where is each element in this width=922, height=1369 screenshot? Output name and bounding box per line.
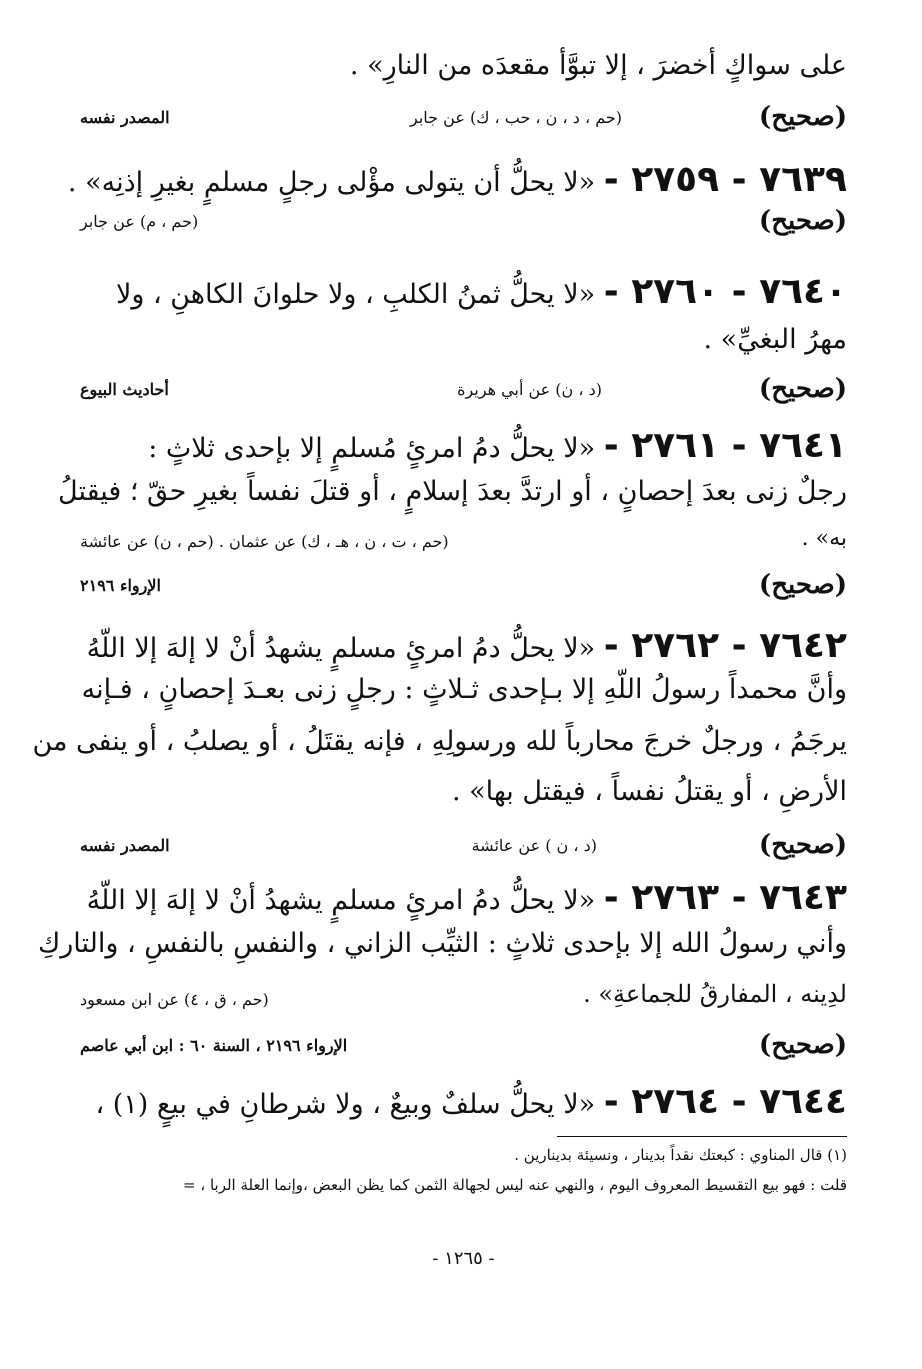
footnote: (١) قال المناوي : كبعتك نقداً بدينار ، ونسيئة بدينارين .	[514, 1146, 847, 1164]
grade-label: (صحيح)	[758, 206, 847, 236]
hadith-number: ٧٦٤٤ - ٢٧٦٤ -	[603, 1081, 847, 1122]
entry-meta	[80, 980, 847, 1018]
intro-line: على سواكٍ أخضرَ ، إلا تبوَّأ مقعدَه من النارِ» .	[349, 50, 847, 81]
hadith-number: ٧٦٤٣ - ٢٧٦٣ -	[603, 877, 847, 918]
grade-label: (صحيح)	[758, 830, 847, 860]
hadith-text: «لا يحلُّ دمُ امرئٍ مُسلمٍ إلا بإحدى ثلاثٍ :	[148, 433, 596, 464]
sources: (حم ، ت ، ن ، هـ ، ك) عن عثمان . (حم ، ن) عن عائشة	[80, 532, 449, 551]
hadith-text: يرجَمُ ، ورجلٌ خرجَ محارباً لله ورسولِهِ ، فإنه يقتَلُ ، أو يصلبُ ، أو ينفى من	[32, 726, 847, 757]
hadith-line	[80, 1080, 847, 1123]
hadith-number: ٧٦٤٠ - ٢٧٦٠ -	[603, 271, 847, 312]
entry-meta	[80, 102, 847, 136]
book-page	[32, 40, 847, 1329]
sources: (د ، ن) عن أبي هريرة	[457, 380, 602, 399]
sources: (د ، ن ) عن عائشة	[471, 836, 597, 855]
hadith-text: وأني رسولُ الله إلا بإحدى ثلاثٍ : الثيِّب الزاني ، والنفسِ بالنفسِ ، والتاركِ	[37, 928, 847, 959]
sources: (حم ، د ، ن ، حب ، ك) عن جابر	[410, 108, 622, 127]
footnote: قلت : فهو بيع التقسيط المعروف اليوم ، والنهي عنه ليس لجهالة الثمن كما يظن البعض ،وإنما العلة الربا ، =	[183, 1176, 847, 1194]
hadith-text: «لا يحلُّ دمُ امرئٍ مسلمٍ يشهدُ أنْ لا إلهَ إلا اللّهُ	[86, 885, 596, 916]
grade-label: (صحيح)	[758, 102, 847, 132]
grade-label: (صحيح)	[758, 374, 847, 404]
reference: المصدر نفسه	[80, 836, 170, 855]
grade-label: (صحيح)	[758, 1030, 847, 1060]
page-number: - ١٢٦٥ -	[432, 1248, 495, 1269]
entry-meta	[80, 830, 847, 864]
hadith-text: به» .	[801, 526, 847, 551]
hadith-line	[80, 270, 847, 313]
grade-label: (صحيح)	[758, 570, 847, 600]
entry-meta	[80, 526, 847, 560]
hadith-text: مهرُ البغيِّ» .	[703, 324, 847, 355]
hadith-line	[67, 158, 847, 201]
reference: أحاديث البيوع	[80, 380, 169, 399]
hadith-text: رجلٌ زنى بعدَ إحصانٍ ، أو ارتدَّ بعدَ إسلامٍ ، أو قتلَ نفساً بغيرِ حقّ ؛ فيقتلُ	[58, 476, 847, 507]
hadith-line	[80, 424, 847, 467]
reference: المصدر نفسه	[80, 108, 170, 127]
hadith-number: ٧٦٣٩ - ٢٧٥٩ -	[603, 159, 847, 200]
entry-meta	[80, 206, 847, 240]
hadith-number: ٧٦٤٢ - ٢٧٦٢ -	[603, 625, 847, 666]
hadith-text: «لا يحلُّ سلفٌ وبيعٌ ، ولا شرطانِ في بيعٍ (١) ،	[95, 1089, 596, 1120]
hadith-line	[80, 876, 847, 919]
hadith-text: «لا يحلُّ ثمنُ الكلبِ ، ولا حلوانَ الكاهنِ ، ولا	[115, 279, 596, 310]
hadith-text: لدِينه ، المفارقُ للجماعةِ» .	[583, 980, 847, 1008]
sources: (حم ، م) عن جابر	[80, 212, 199, 231]
hadith-text: وأنَّ محمداً رسولُ اللّهِ إلا بـإحدى ثـلاثٍ : رجلٍ زنى بعـدَ إحصانٍ ، فـإنه	[81, 674, 847, 705]
hadith-number: ٧٦٤١ - ٢٧٦١ -	[603, 425, 847, 466]
reference: الإرواء ٢١٩٦	[80, 576, 161, 595]
entry-meta	[80, 374, 847, 408]
hadith-text: «لا يحلُّ أن يتولى مؤْلى رجلٍ مسلمٍ بغيرِ إذنِه» .	[67, 167, 596, 198]
entry-meta	[80, 1030, 847, 1064]
footnote-divider	[557, 1136, 847, 1137]
hadith-text: «لا يحلُّ دمُ امرئٍ مسلمٍ يشهدُ أنْ لا إلهَ إلا اللّهُ	[86, 633, 596, 664]
reference: الإرواء ٢١٩٦ ، السنة ٦٠ : ابن أبي عاصم	[80, 1036, 348, 1055]
hadith-line	[80, 624, 847, 667]
hadith-text: الأرضِ ، أو يقتلُ نفساً ، فيقتل بها» .	[451, 776, 847, 807]
entry-meta	[80, 570, 847, 604]
sources: (حم ، ق ، ٤) عن ابن مسعود	[80, 990, 269, 1009]
